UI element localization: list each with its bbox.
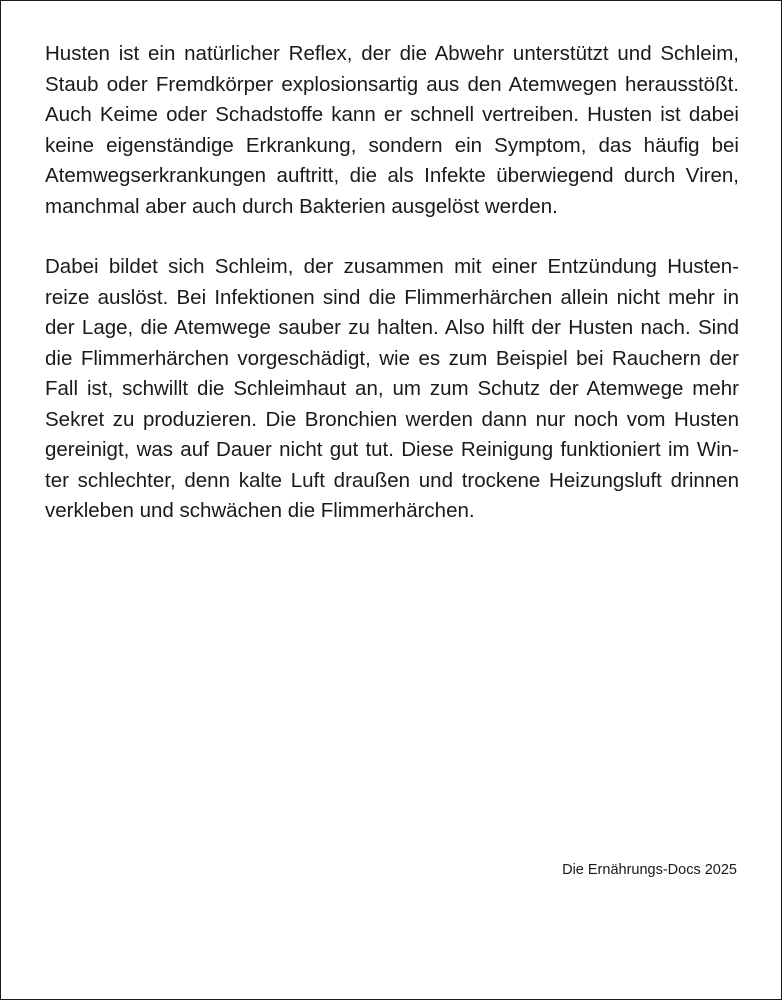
text-line: die Flimmerhärchen vorgeschädigt, wie es zum Beispiel bei Rauchern der: [45, 346, 739, 370]
paragraph-2: [45, 252, 739, 527]
body-text: [45, 39, 739, 527]
text-line: der Lage, die Atemwege sauber zu halten. Also hilft der Husten nach. Sind: [45, 316, 739, 339]
page-footer: Die Ernährungs-Docs 2025: [562, 862, 737, 878]
text-line: Staub oder Fremdkörper explosionsartig aus den Atemwegen herausstößt.: [45, 72, 739, 96]
text-line: Fall ist, schwillt die Schleimhaut an, um zum Schutz der Atemwege mehr: [45, 377, 739, 400]
text-line: keine eigenständige Erkrankung, sondern ein Symptom, das häufig bei: [45, 133, 739, 157]
text-line: Husten ist ein natürlicher Reflex, der die Abwehr unterstützt und Schleim,: [45, 42, 739, 65]
text-line: reize auslöst. Bei Infektionen sind die Flimmerhärchen allein nicht mehr in: [45, 285, 739, 309]
paragraph-spacer: [45, 222, 739, 252]
paragraph-1: [45, 39, 739, 222]
text-line: Dabei bildet sich Schleim, der zusammen mit einer Entzündung Husten-: [45, 255, 739, 278]
text-line: manchmal aber auch durch Bakterien ausgelöst werden.: [45, 194, 558, 218]
text-line: gereinigt, was auf Dauer nicht gut tut. Diese Reinigung funktioniert im Win-: [45, 438, 739, 461]
text-line: Sekret zu produzieren. Die Bronchien werden dann nur noch vom Husten: [45, 407, 739, 431]
text-line: verkleben und schwächen die Flimmerhärchen.: [45, 499, 475, 522]
text-line: Auch Keime oder Schadstoffe kann er schnell vertreiben. Husten ist dabei: [45, 103, 739, 126]
text-line: ter schlechter, denn kalte Luft draußen und trockene Heizungsluft drinnen: [45, 468, 739, 492]
text-line: Atemwegserkrankungen auftritt, die als Infekte überwiegend durch Viren,: [45, 164, 739, 187]
